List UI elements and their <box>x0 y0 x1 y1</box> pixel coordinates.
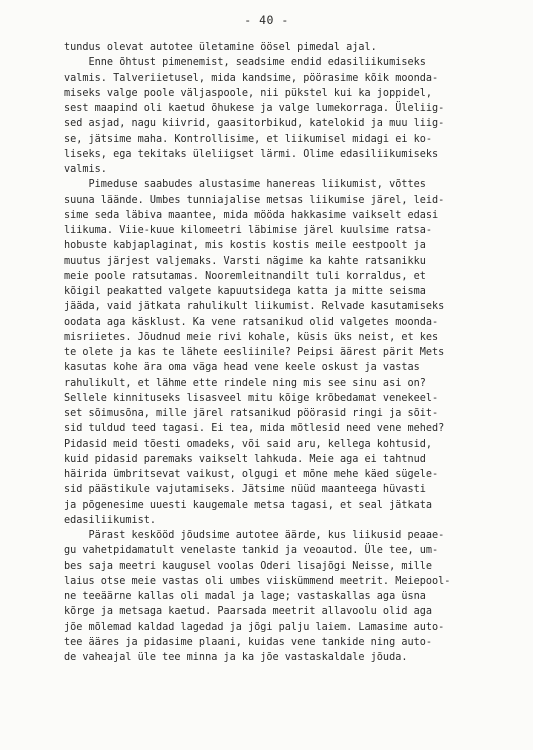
text-line: jääda, vaid jätkata rahulikult liikumist. Relvade kasutamiseks <box>64 301 445 313</box>
text-line: ne teeäärne kallas oli madal ja lage; vastaskallas aga üsna <box>64 591 426 602</box>
text-line: sid päästikule vajutamiseks. Jätsime nüüd maanteega hüvasti <box>64 484 426 496</box>
text-line: Sellele kinnituseks lisasveel mitu kõige krõbedamat venekeel- <box>64 392 439 404</box>
text-line: kõigil peakatted valgete kapuutsidega katta ja mitte seisma <box>64 286 426 297</box>
text-line: kasutas kohe ära oma väga head vene keele oskust ja vastas <box>64 362 420 374</box>
text-line: sest maapind oli kaetud õhukese ja valge lumekorraga. Üleliig- <box>64 103 445 114</box>
text-line: sime seda läbiva maantee, mida mööda hakkasime vaikselt edasi <box>64 209 439 221</box>
text-line: gu vahetpidamatult venelaste tankid ja veoautod. Üle tee, um- <box>64 545 439 557</box>
text-line: Enne õhtust pimenemist, seadsime endid edasiliikumiseks <box>64 57 426 69</box>
text-line: bes saja meetri kaugusel voolas Oderi lisajõgi Neisse, mille <box>64 560 433 572</box>
text-line: valmis. Talveriietusel, mida kandsime, pöörasime kõik moonda- <box>64 72 439 84</box>
text-line: miseks valge poole väljaspoole, nii pükstel kui ka joppidel, <box>64 87 433 99</box>
page-number: - 40 - <box>244 13 289 27</box>
text-line: rahulikult, et lähme ette rindele ning mis see sinu asi on? <box>64 377 426 389</box>
text-line: ja põgenesime uuesti kaugemale metsa tagasi, et seal jätkata <box>64 499 433 511</box>
text-line: valmis. <box>64 164 107 175</box>
text-line: liseks, ega tekitaks üleliigset lärmi. Olime edasiliikumiseks <box>64 148 439 160</box>
text-line: de vaheajal üle tee minna ja ka jõe vastaskaldale jõuda. <box>64 652 408 663</box>
text-line: kuid pidasid paremaks vaikselt lahkuda. Meie aga ei tahtnud <box>64 453 426 465</box>
text-line: Pimeduse saabudes alustasime hanereas liikumist, võttes <box>64 179 426 191</box>
body-text <box>64 40 504 665</box>
text-line: tee ääres ja pidasime plaani, kuidas vene tankide ning auto- <box>64 636 433 648</box>
text-line: misriietes. Jõudnud meie rivi kohale, küsis üks neist, et kes <box>64 331 439 343</box>
text-line: laius otse meie vastas oli umbes viiskümmend meetrit. Meiepool- <box>64 575 451 587</box>
text-line: suuna läände. Umbes tunniajalise metsas liikumise järel, leid- <box>64 194 445 206</box>
text-line: se, jätsime maha. Kontrollisime, et liikumisel midagi ei ko- <box>64 133 433 145</box>
text-line: meie poole ratsutamas. Nooremleitnandilt tuli korraldus, et <box>64 270 426 282</box>
text-line: hobuste kabjaplaginat, mis kostis kostis meile eestpoolt ja <box>64 240 426 252</box>
text-line: oodata aga käsklust. Ka vene ratsanikud olid valgetes moonda- <box>64 316 439 328</box>
text-line: tundus olevat autotee ületamine öösel pimedal ajal. <box>64 42 377 53</box>
text-line: muutus järjest valjemaks. Varsti nägime ka kahte ratsanikku <box>64 255 426 267</box>
text-line: jõe mõlemad kaldad lagedad ja jõgi palju laiem. Lamasime auto- <box>64 621 445 633</box>
text-line: sid tuldud teed tagasi. Ei tea, mida mõtlesid need vene mehed? <box>64 423 445 435</box>
text-line: häirida ümbritsevat vaikust, olgugi et mõne mehe käed sügele- <box>64 469 439 480</box>
text-line: sed asjad, nagu kiivrid, gaasitorbikud, katelokid ja muu liig- <box>64 118 445 130</box>
text-line: te olete ja kas te lähete eesliinile? Peipsi äärest pärit Mets <box>64 347 445 358</box>
text-line: kõrge ja metsaga kaetud. Paarsada meetrit allavoolu olid aga <box>64 606 433 618</box>
text-line: Pärast keskööd jõudsime autotee äärde, kus liikusid peaae- <box>64 530 445 541</box>
text-line: liikuma. Viie-kuue kilomeetri läbimise järel kuulsime ratsa- <box>64 225 433 236</box>
text-line: edasiliikumist. <box>64 514 157 526</box>
text-line: Pidasid meid tõesti omadeks, või said aru, kellega kohtusid, <box>64 438 433 450</box>
text-line: set sõimusõna, mille järel ratsanikud pöörasid ringi ja sõit- <box>64 408 439 419</box>
